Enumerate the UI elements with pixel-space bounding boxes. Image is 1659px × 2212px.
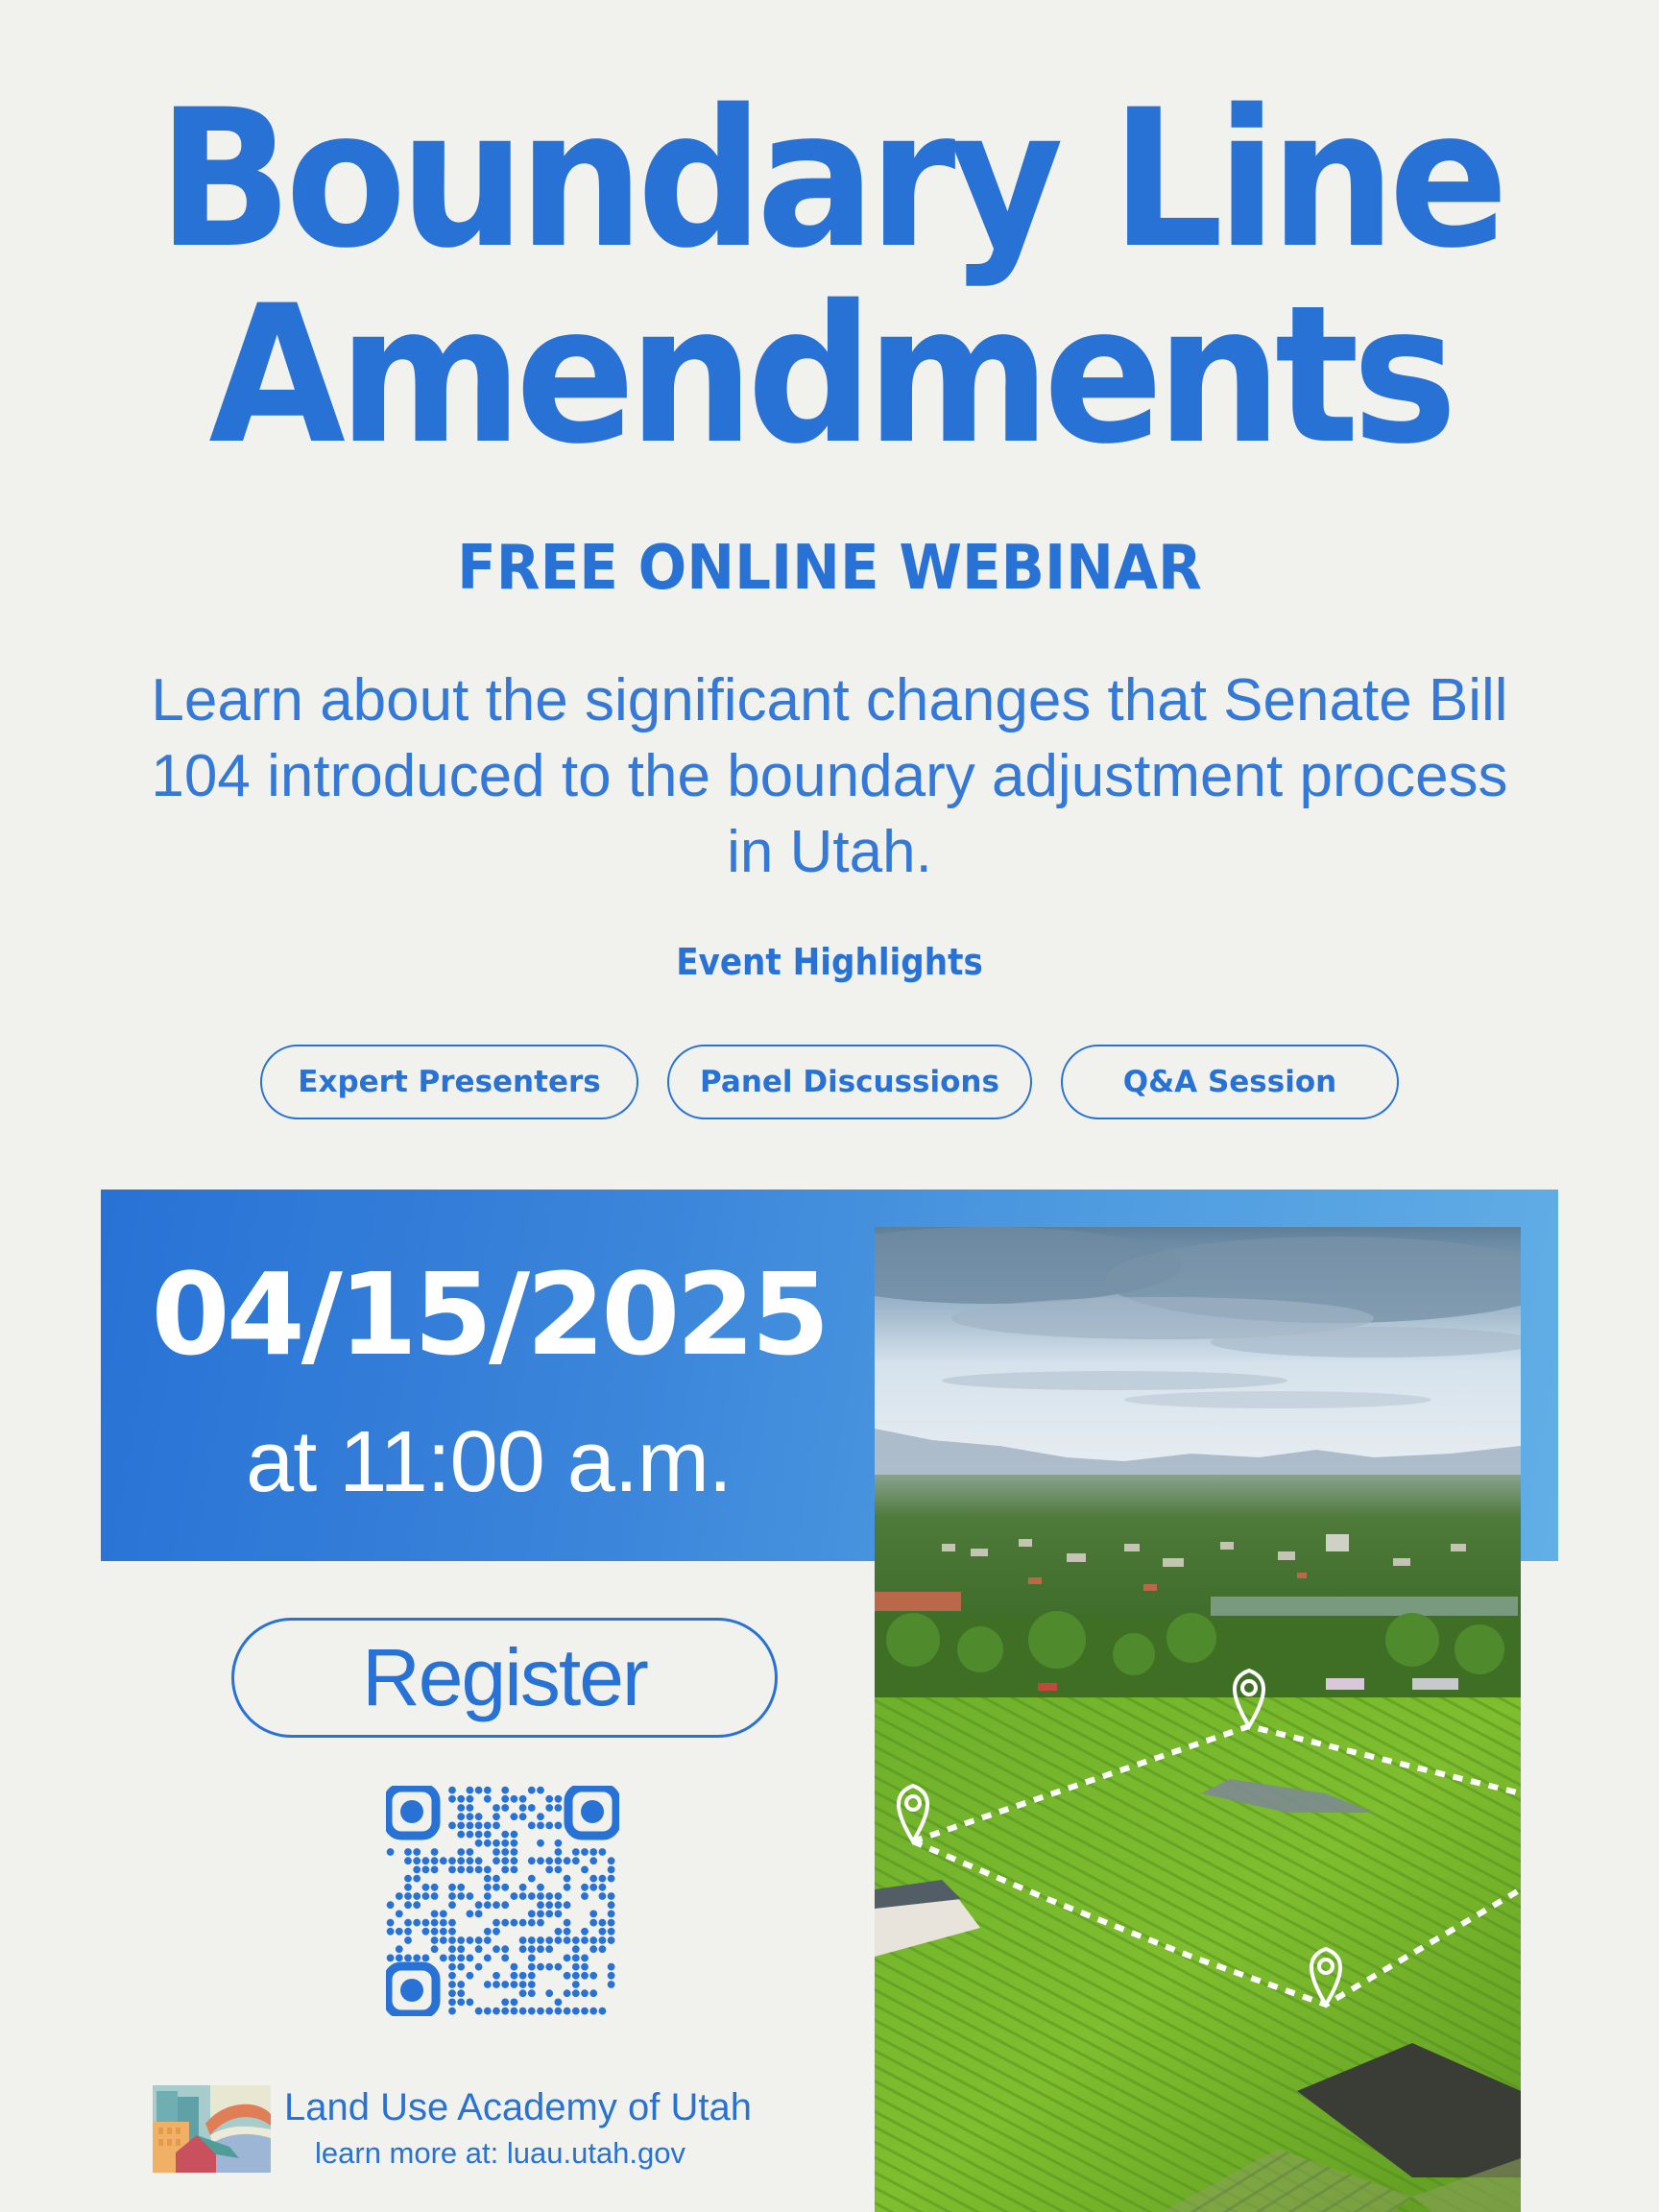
event-highlights-heading: Event Highlights — [676, 941, 983, 983]
qr-code-icon[interactable] — [386, 1786, 619, 2016]
page-title-line-1: Boundary Line — [157, 68, 1502, 290]
page-title-line-2: Amendments — [208, 264, 1451, 486]
event-date: 04/15/2025 — [151, 1248, 827, 1381]
aerial-field-photo — [875, 1227, 1521, 2212]
learn-more-link[interactable]: learn more at: luau.utah.gov — [315, 2136, 686, 2170]
highlight-pill-panel-discussions: Panel Discussions — [667, 1045, 1032, 1119]
subtitle: FREE ONLINE WEBINAR — [457, 533, 1202, 604]
land-use-academy-logo — [153, 2085, 271, 2173]
highlight-pill-expert-presenters: Expert Presenters — [260, 1045, 638, 1119]
event-time: at 11:00 a.m. — [246, 1414, 732, 1510]
highlight-pill-qa-session: Q&A Session — [1061, 1045, 1399, 1119]
register-button[interactable]: Register — [231, 1618, 778, 1738]
description: Learn about the significant changes that Senate Bill 104 introduced to the boundary adjustment process in Utah. — [151, 667, 1508, 885]
qr-code-graphic — [386, 1786, 619, 2016]
landscape-illustration — [875, 1227, 1521, 2212]
organization-name: Land Use Academy of Utah — [284, 2086, 752, 2128]
